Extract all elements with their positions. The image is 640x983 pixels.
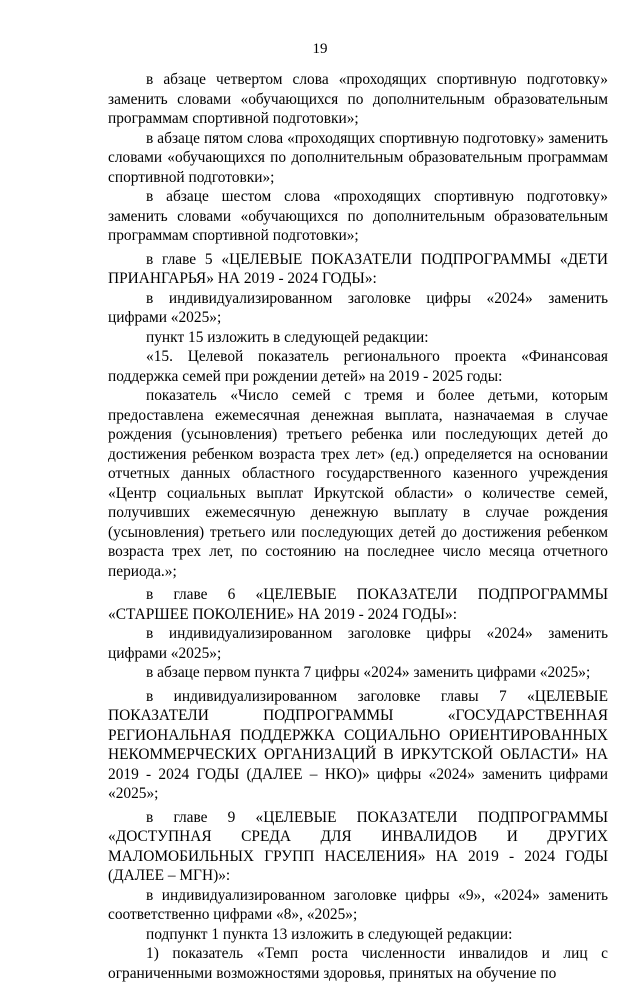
paragraph: в индивидуализированном заголовке цифры «2024» заменить цифрами «2025»; [108, 289, 608, 326]
paragraph: 1) показатель «Темп роста численности инвалидов и лиц с ограниченными возможностями здоровья, принятых на обучение по [108, 945, 608, 982]
paragraph: «15. Целевой показатель регионального проекта «Финансовая поддержка семей при рождении детей» на 2019 - 2025 годы: [108, 348, 608, 385]
paragraph: в абзаце шестом слова «проходящих спортивную подготовку» заменить словами «обучающихся по дополнительным образовательным программам спортивной подготовки»; [108, 188, 608, 244]
page-number: 19 [312, 41, 328, 57]
paragraph: в абзаце четвертом слова «проходящих спортивную подготовку» заменить словами «обучающихся по дополнительным образовательным программам спортивной подготовки»; [108, 71, 608, 127]
paragraph: подпункт 1 пункта 13 изложить в следующей редакции: [146, 925, 513, 943]
document-body [108, 70, 608, 983]
chapter-9-heading-paragraph: в главе 9 «ЦЕЛЕВЫЕ ПОКАЗАТЕЛИ ПОДПРОГРАММЫ «ДОСТУПНАЯ СРЕДА ДЛЯ ИНВАЛИДОВ И ДРУГИХ МАЛОМОБИЛЬНЫХ ГРУПП НАСЕЛЕНИЯ» НА 2019 - 2024 ГОДЫ (ДАЛЕЕ – МГН)»: [108, 808, 608, 884]
paragraph: в индивидуализированном заголовке цифры «9», «2024» заменить соответственно цифрами «8», «2025»; [108, 886, 608, 923]
chapter-5-heading-paragraph: в главе 5 «ЦЕЛЕВЫЕ ПОКАЗАТЕЛИ ПОДПРОГРАММЫ «ДЕТИ ПРИАНГАРЬЯ» НА 2019 - 2024 ГОДЫ»: [108, 250, 608, 287]
chapter-6-heading-paragraph: в главе 6 «ЦЕЛЕВЫЕ ПОКАЗАТЕЛИ ПОДПРОГРАММЫ «СТАРШЕЕ ПОКОЛЕНИЕ» НА 2019 - 2024 ГОДЫ»: [108, 586, 608, 623]
paragraph: в абзаце первом пункта 7 цифры «2024» заменить цифрами «2025»; [146, 664, 591, 681]
paragraph: в индивидуализированном заголовке цифры «2024» заменить цифрами «2025»; [108, 625, 608, 662]
paragraph: показатель «Число семей с тремя и более детьми, которым предоставлена ежемесячная денежная выплата, назначаемая в случае рождения (усыновления) третьего ребенка или последующих детей до достижения ребенком возраста трех лет» (ед.) определяется на основании отчетных данных областного государственного казенного учреждения «Центр социальных выплат Иркутской области» о количестве семей, получивших ежемесячную денежную выплату в случае рождения (усыновления) третьего или последующих детей до достижения ребенком возраста трех лет, по состоянию на последнее число месяца отчетного периода.»; [108, 387, 608, 580]
paragraph: в абзаце пятом слова «проходящих спортивную подготовку» заменить словами «обучающихся по дополнительным образовательным программам спортивной подготовки»; [108, 129, 608, 186]
paragraph: пункт 15 изложить в следующей редакции: [146, 328, 429, 346]
chapter-7-heading-paragraph: в индивидуализированном заголовке главы 7 «ЦЕЛЕВЫЕ ПОКАЗАТЕЛИ ПОДПРОГРАММЫ «ГОСУДАРСТВЕННАЯ РЕГИОНАЛЬНАЯ ПОДДЕРЖКА СОЦИАЛЬНО ОРИЕНТИРОВАННЫХ НЕКОММЕРЧЕСКИХ ОРГАНИЗАЦИЙ В ИРКУТСКОЙ ОБЛАСТИ» НА 2019 - 2024 ГОДЫ (ДАЛЕЕ – НКО)» цифры «2024» заменить цифрами «2025»; [108, 687, 608, 802]
